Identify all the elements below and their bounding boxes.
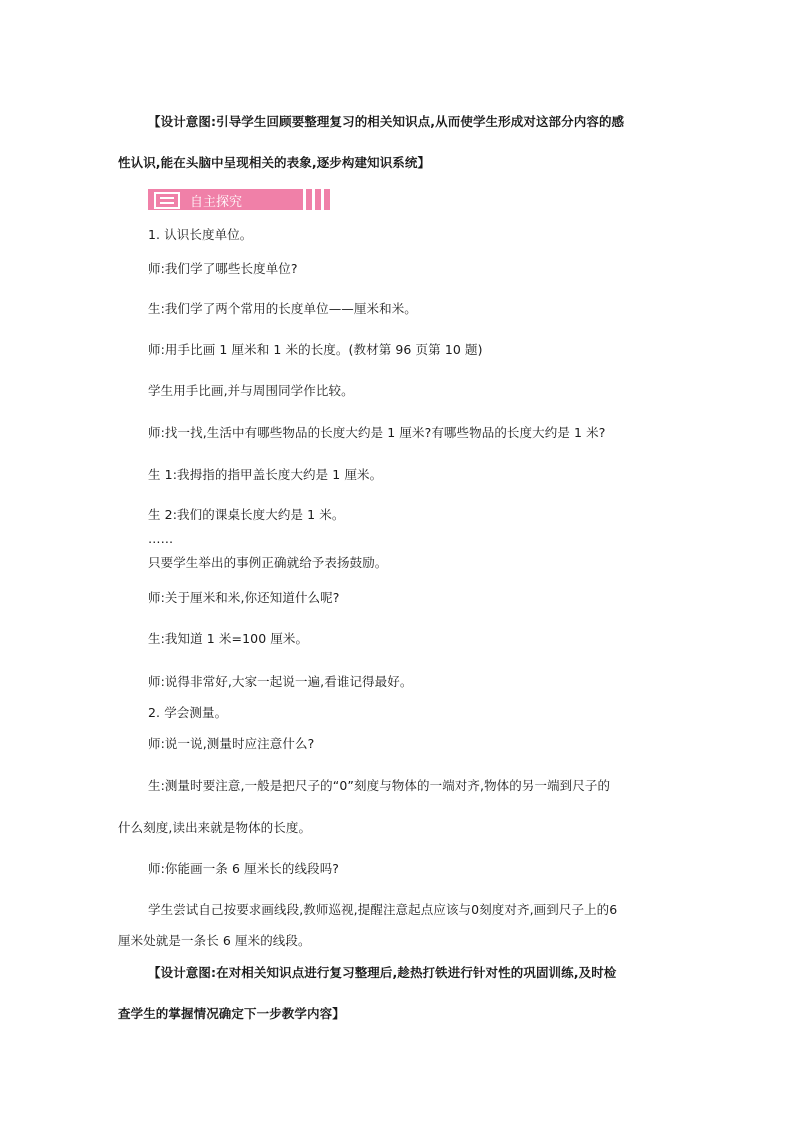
- dialogue-line: 生 2:我们的课桌长度大约是 1 米。: [148, 507, 345, 522]
- dialogue-line: 师:说得非常好,大家一起说一遍,看谁记得最好。: [148, 674, 413, 689]
- dialogue-line: 生:测量时要注意,一般是把尺子的“0”刻度与物体的一端对齐,物体的另一端到尺子的: [148, 778, 611, 793]
- section-number-icon: [154, 192, 180, 209]
- ellipsis-line: ……: [148, 531, 174, 546]
- heading-measurement: 2. 学会测量。: [148, 705, 228, 720]
- design-intent-2-line-1: 【设计意图:在对相关知识点进行复习整理后,趁热打铁进行针对性的巩固训练,及时检: [148, 965, 617, 980]
- banner-stripe: [330, 189, 333, 210]
- dialogue-line: 师:我们学了哪些长度单位?: [148, 261, 298, 276]
- narrative-line-continued: 厘米处就是一条长 6 厘米的线段。: [118, 933, 311, 948]
- dialogue-line: 师:关于厘米和米,你还知道什么呢?: [148, 590, 340, 605]
- narrative-line: 学生尝试自己按要求画线段,教师巡视,提醒注意起点应该与0刻度对齐,画到尺子上的6: [148, 902, 618, 917]
- dialogue-line: 师:你能画一条 6 厘米长的线段吗?: [148, 861, 340, 876]
- narrative-line: 只要学生举出的事例正确就给予表扬鼓励。: [148, 555, 388, 570]
- banner-stripe: [312, 189, 315, 210]
- dialogue-line-continued: 什么刻度,读出来就是物体的长度。: [118, 820, 312, 835]
- design-intent-1-line-2: 性认识,能在头脑中呈现相关的表象,逐步构建知识系统】: [118, 155, 431, 170]
- heading-length-units: 1. 认识长度单位。: [148, 227, 253, 242]
- section-banner: [148, 189, 333, 210]
- dialogue-line: 生:我们学了两个常用的长度单位——厘米和米。: [148, 301, 417, 316]
- dialogue-line: 师:用手比画 1 厘米和 1 米的长度。(教材第 96 页第 10 题): [148, 342, 483, 357]
- dialogue-line: 生 1:我拇指的指甲盖长度大约是 1 厘米。: [148, 467, 383, 482]
- section-title: 自主探究: [190, 195, 243, 210]
- narrative-line: 学生用手比画,并与周围同学作比较。: [148, 383, 354, 398]
- banner-stripe: [303, 189, 306, 210]
- banner-stripe: [321, 189, 324, 210]
- design-intent-2-line-2: 查学生的掌握情况确定下一步教学内容】: [118, 1006, 345, 1021]
- dialogue-line: 生:我知道 1 米=100 厘米。: [148, 631, 309, 646]
- dialogue-line: 师:说一说,测量时应注意什么?: [148, 736, 315, 751]
- design-intent-1-line-1: 【设计意图:引导学生回顾要整理复习的相关知识点,从而使学生形成对这部分内容的感: [148, 114, 625, 129]
- dialogue-line: 师:找一找,生活中有哪些物品的长度大约是 1 厘米?有哪些物品的长度大约是 1 米?: [148, 425, 606, 440]
